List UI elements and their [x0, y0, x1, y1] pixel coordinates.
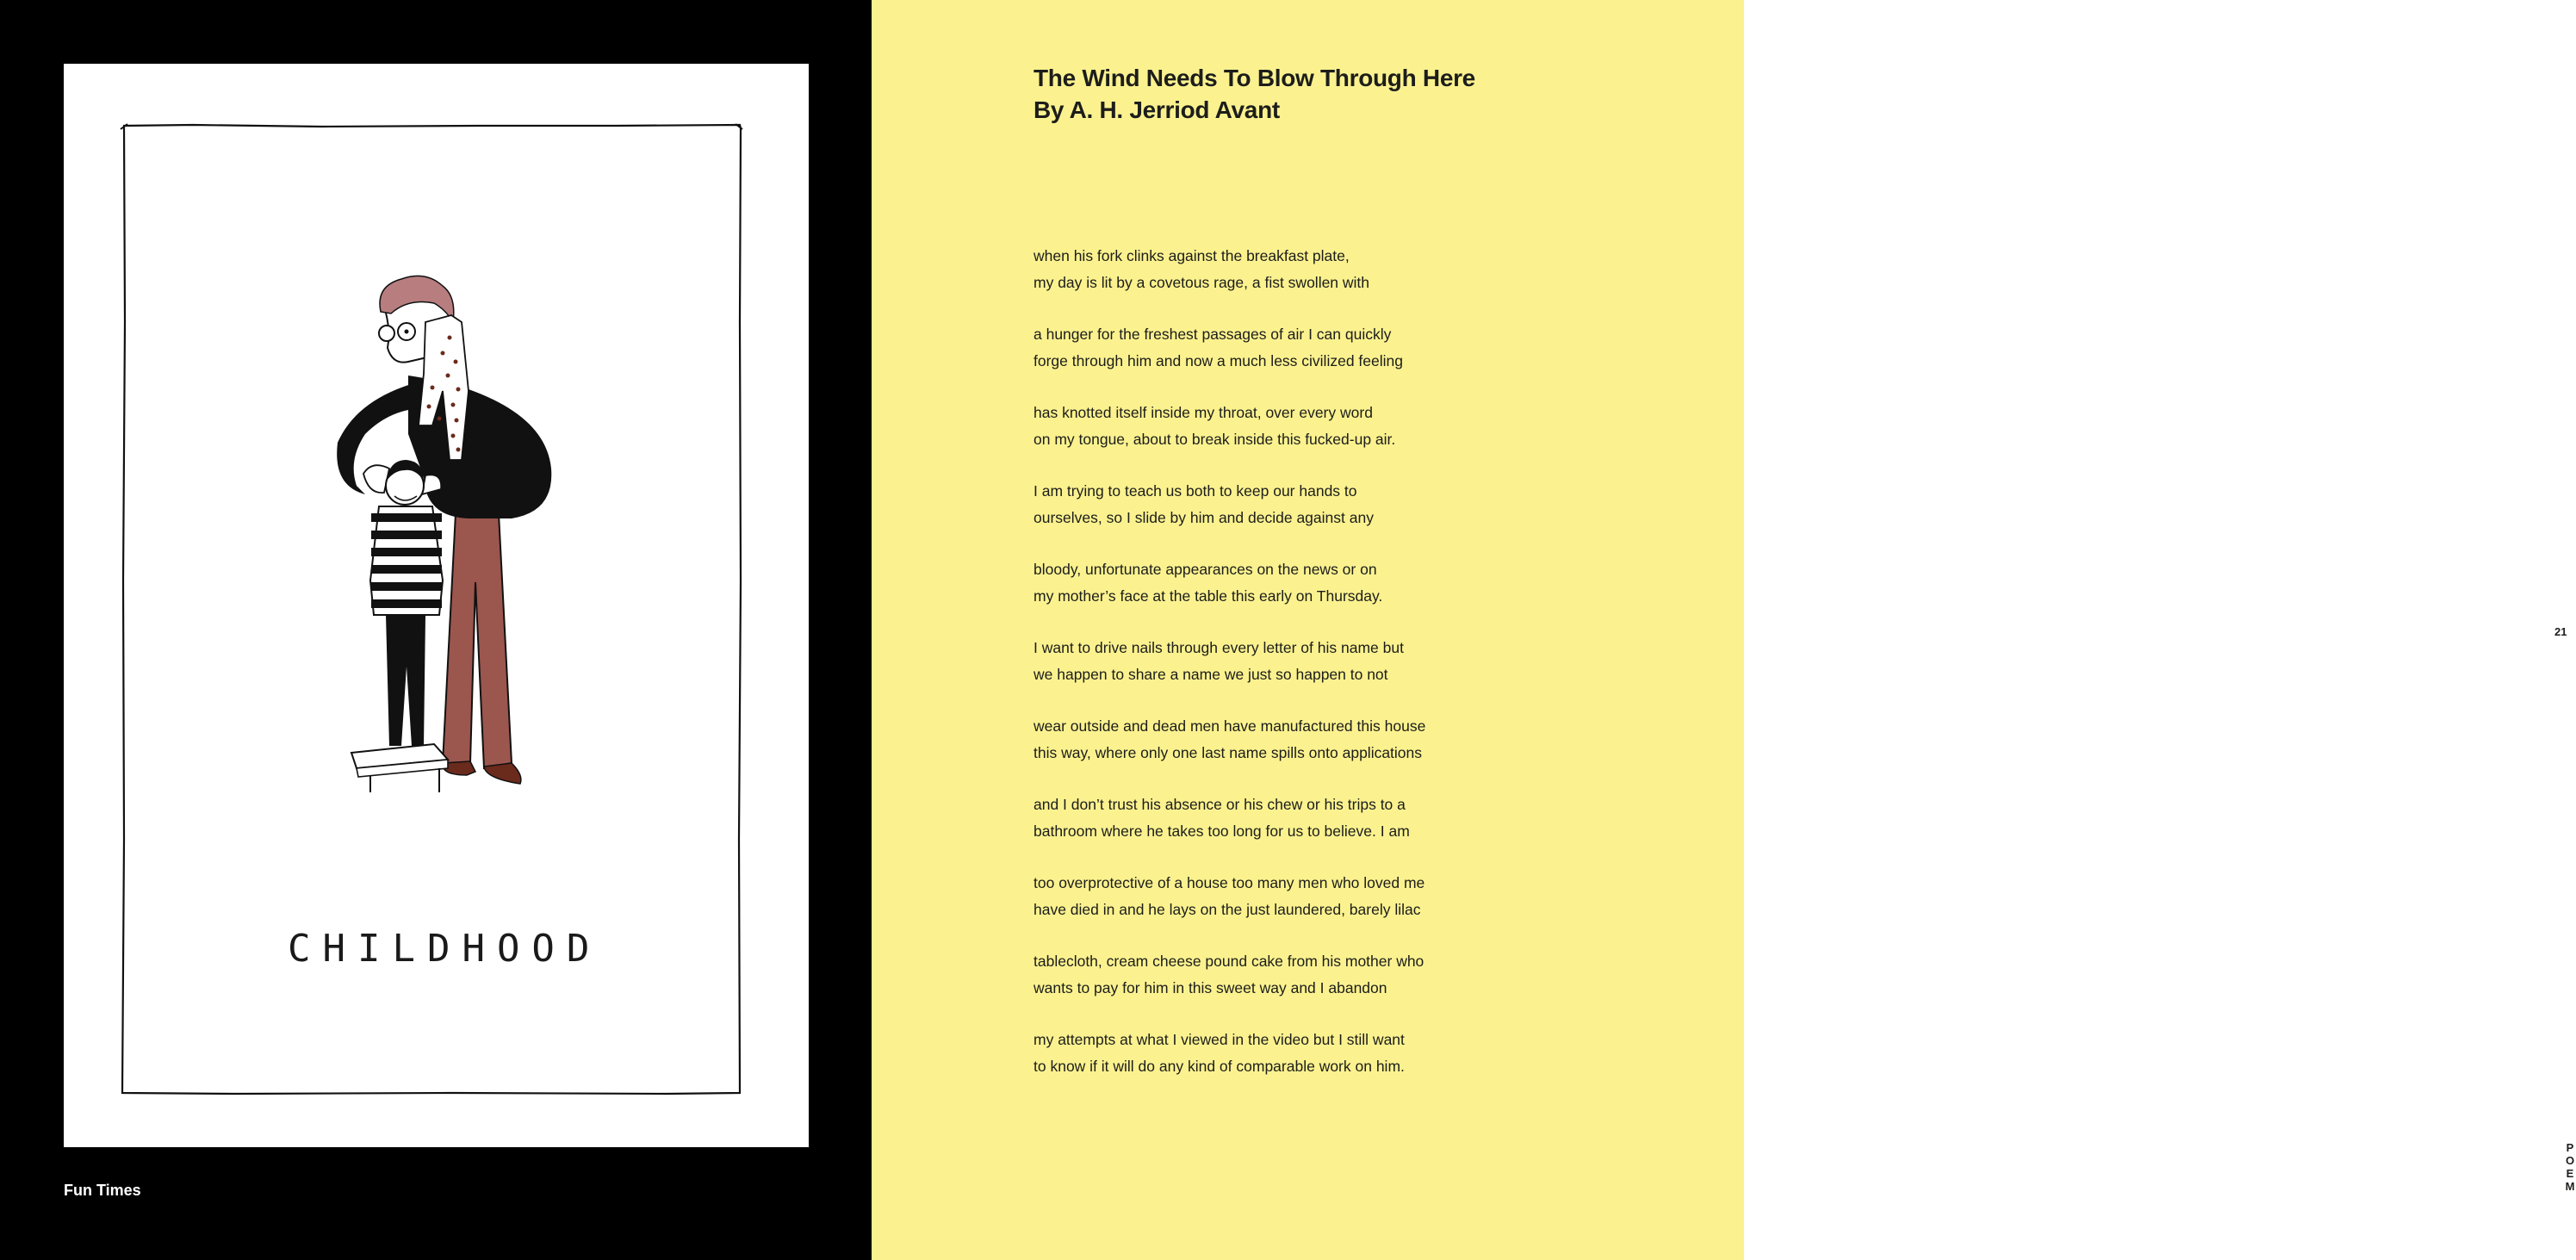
stanza	[1034, 478, 1425, 531]
glasses-icon	[379, 326, 394, 341]
poem-line: we happen to share a name we just so happen to not	[1034, 665, 1388, 683]
adult-pants	[443, 513, 512, 768]
stanza	[1034, 948, 1425, 1001]
stanza	[1034, 713, 1425, 766]
poem-line: my day is lit by a covetous rage, a fist swollen with	[1034, 273, 1370, 291]
poem-line: has knotted itself inside my throat, over every word	[1034, 404, 1373, 421]
poem-line: bloody, unfortunate appearances on the news or on	[1034, 561, 1377, 578]
stanza	[1034, 1027, 1425, 1079]
poem-line: too overprotective of a house too many men who loved me	[1034, 874, 1425, 891]
poem-line: bathroom where he takes too long for us to believe. I am	[1034, 822, 1410, 840]
poem-line: ourselves, so I slide by him and decide against any	[1034, 508, 1374, 526]
poem-line: on my tongue, about to break inside this fucked-up air.	[1034, 430, 1396, 448]
child-legs	[386, 615, 425, 746]
stanza	[1034, 791, 1425, 844]
poem-line: to know if it will do any kind of comparable work on him.	[1034, 1057, 1405, 1075]
adult-shoe	[484, 763, 521, 784]
caption-series: Fun Times	[64, 1182, 141, 1199]
poem-body	[1034, 243, 1425, 1105]
poem-line: my mother’s face at the table this early on Thursday.	[1034, 587, 1383, 605]
childhood-illustration	[64, 64, 809, 1147]
stanza	[1034, 635, 1425, 687]
illustration	[64, 64, 809, 1147]
poem-line: tablecloth, cream cheese pound cake from his mother who	[1034, 953, 1425, 970]
poem-heading	[1034, 62, 1475, 126]
poem-byline: By A. H. Jerriod Avant	[1034, 96, 1280, 123]
poem-line: I am trying to teach us both to keep our hands to	[1034, 482, 1357, 500]
poem-line: I want to drive nails through every letter of his name but	[1034, 639, 1404, 656]
poem-line: and I don’t trust his absence or his chew or his trips to a	[1034, 796, 1406, 813]
poem-line: have died in and he lays on the just laundered, barely lilac	[1034, 900, 1421, 918]
hand-lettered-title: CHILDHOOD	[288, 927, 602, 971]
poem-line: a hunger for the freshest passages of air I can quickly	[1034, 326, 1392, 343]
poem-title: The Wind Needs To Blow Through Here	[1034, 65, 1475, 91]
poem-line: when his fork clinks against the breakfast plate,	[1034, 247, 1350, 264]
poem-line: this way, where only one last name spills onto applications	[1034, 743, 1423, 761]
section-label: POEM	[2565, 1141, 2575, 1193]
stanza	[1034, 400, 1425, 452]
right-page	[872, 0, 2575, 1260]
stanza	[1034, 870, 1425, 922]
stanza	[1034, 556, 1425, 609]
eye-dot	[405, 330, 409, 334]
poem-line: wear outside and dead men have manufactured this house	[1034, 717, 1426, 735]
left-page	[0, 0, 872, 1260]
page-number: 21	[2554, 625, 2567, 638]
stanza	[1034, 243, 1425, 295]
child-striped-shirt	[370, 506, 443, 615]
poem-line: wants to pay for him in this sweet way and I abandon	[1034, 978, 1387, 996]
stanza	[1034, 321, 1425, 374]
poem-line: forge through him and now a much less civilized feeling	[1034, 351, 1403, 369]
poem-line: my attempts at what I viewed in the video but I still want	[1034, 1031, 1405, 1048]
